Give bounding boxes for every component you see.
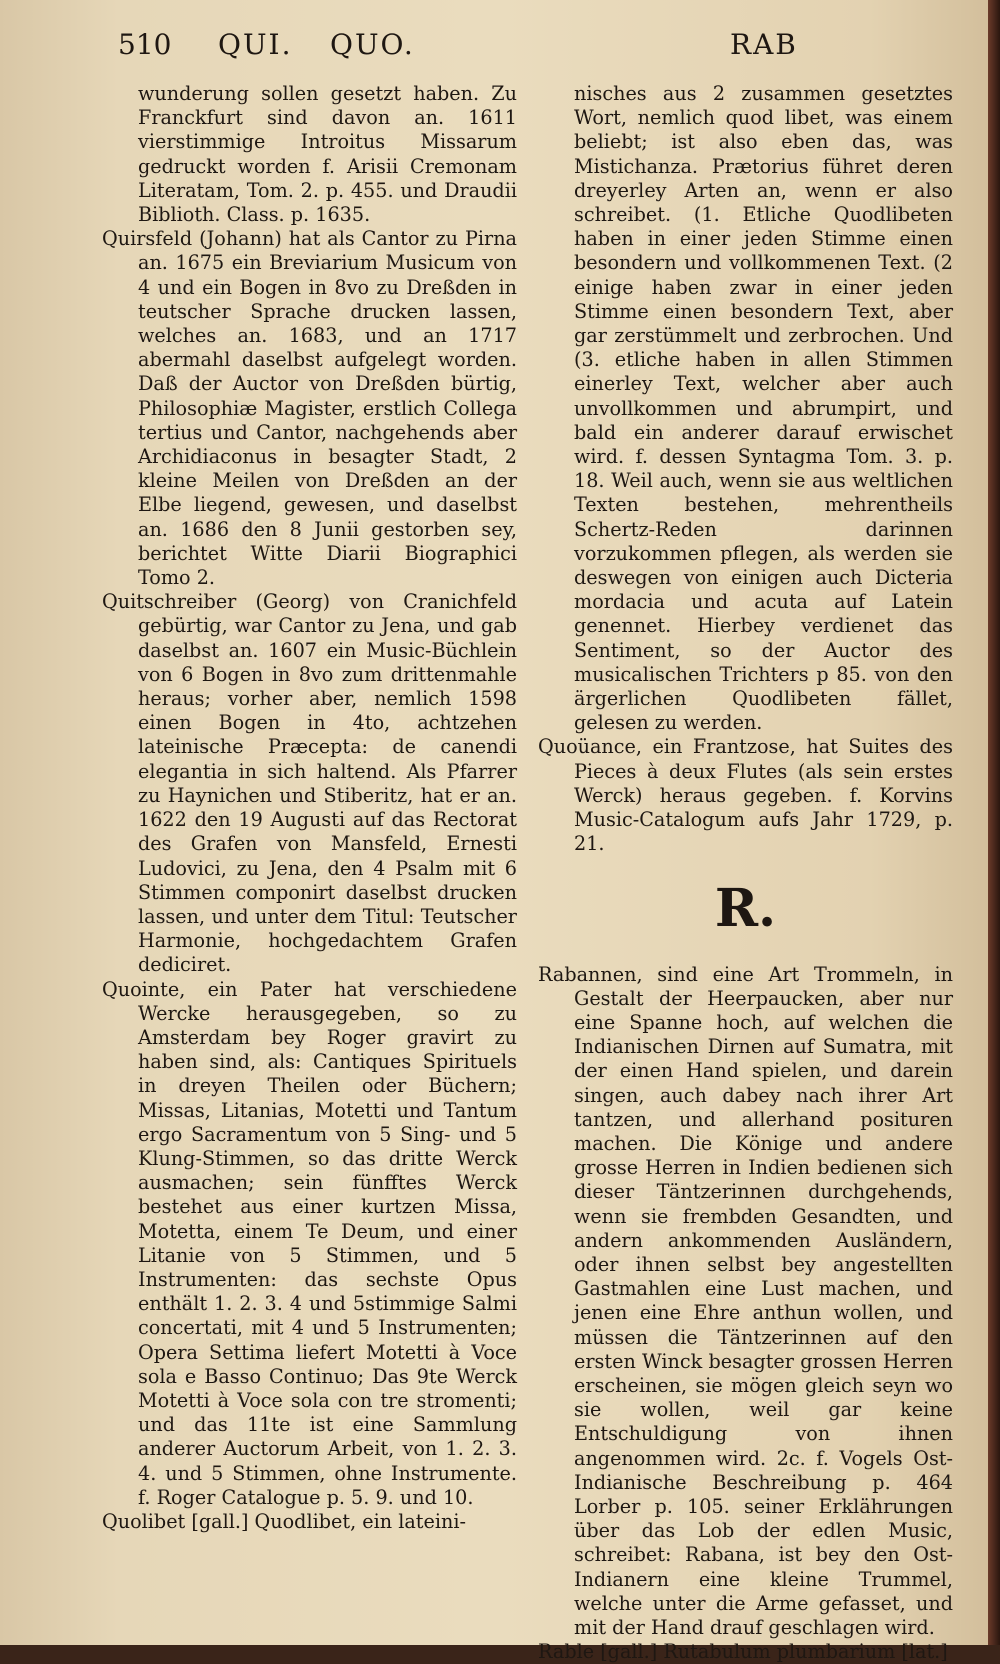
entry-quouance: Quoüance, ein Frantzose, hat Suites des Pieces à deux Flutes (als sein erstes Werck) heraus gegeben. f. Korvins Music-Catalogum aufs Jahr 1729, p. 21. [538,735,953,856]
right-catchword: RAB [730,28,798,61]
book-edge [988,0,1000,1645]
entry-quitschreiber: Quitschreiber (Georg) von Cranichfeld gebürtig, war Cantor zu Jena, und gab daselbst an. 1607 ein Music-Büchlein von 6 Bogen in 8vo zum drittenmahle heraus; vorher aber, nemlich 1598 einen Bogen in 4to, achtzehen lateinische Præcepta: de canendi elegantia in sich haltend. Als Pfarrer zu Haynichen und Stiberitz, hat er an. 1622 den 19 Augusti auf das Rectorat des Grafen von Mansfeld, Ernesti Ludovici, zu Jena, den 4 Psalm mit 6 Stimmen componirt daselbst drucken lassen, und unter dem Titul: Teutscher Harmonie, hochgedachtem Grafen dediciret. [102,590,517,977]
middle-catchword: QUO. [330,28,415,61]
entry-quirsfeld: Quirsfeld (Johann) hat als Cantor zu Pirna an. 1675 ein Breviarium Musicum von 4 und ein Bogen in 8vo zu Dreßden in teutscher Sprache drucken lassen, welches an. 1683, und an 1717 abermahl daselbst aufgelegt worden. Daß der Auctor von Dreßden bürtig, Philosophiæ Magister, erstlich Collega tertius und Cantor, nachgehends aber Archidiaconus in besagter Stadt, 2 kleine Meilen von Dreßden an der Elbe liegend, gewesen, und daselbst an. 1686 den 8 Junii gestorben sey, berichtet Witte Diarii Biographici Tomo 2. [102,227,517,590]
left-column [102,82,517,1534]
running-header [0,28,988,68]
continuation-text: wunderung sollen gesetzt haben. Zu Franckfurt sind davon an. 1611 vierstimmige Introitus Missarum gedruckt worden f. Arisii Cremonam Literatam, Tom. 2. p. 455. und Draudii Biblioth. Class. p. 1635. [138,82,517,227]
right-column [538,82,953,1664]
entry-rable: Rable [gall.] Rutabulum plumbarium [lat.] [538,1640,948,1664]
entry-rabannen: Rabannen, sind eine Art Trommeln, in Gestalt der Heerpaucken, aber nur eine Spanne hoch, auf welchen die Indianischen Dirnen auf Sumatra, mit der einen Hand spielen, und darein singen, auch dabey nach ihrer Art tantzen, und allerhand posituren machen. Die Könige und andere grosse Herren in Indien bedienen sich dieser Täntzerinnen durchgehends, wenn sie frembden Gesandten, und andern ankommenden Ausländern, oder ihnen selbst bey angestellten Gastmahlen eine Lust machen, und jenen eine Ehre anthun wollen, und müssen die Täntzerinnen auf den ersten Winck besagter grossen Herren erscheinen, sie mögen gleich seyn wo sie wollen, weil gar keine Entschuldigung von ihnen angenommen wird. 2c. f. Vogels Ost-Indianische Beschreibung p. 464 Lorber p. 105. seiner Erklährungen über das Lob der edlen Music, schreibet: Rabana, ist bey den Ost-Indianern eine kleine Trummel, welche unter die Arme gefasset, und mit der Hand drauf geschlagen wird. [538,962,953,1639]
page-number: 510 [118,28,172,61]
left-catchword: QUI. [218,28,293,61]
continuation-text: nisches aus 2 zusammen gesetztes Wort, nemlich quod libet, was einem beliebt; ist also eben das, was Mistichanza. Prætorius führet deren dreyerley Arten an, wenn er also schreibet. (1. Etliche Quodlibeten haben in einer jeden Stimme einen besondern und vollkommenen Text. (2 einige haben zwar in einer jeden Stimme einen besondern Text, aber gar zerstümmelt und zerbrochen. Und (3. etliche haben in allen Stimmen einerley Text, welcher aber auch unvollkommen und abrumpirt, und bald ein anderer darauf erwischet wird. f. dessen Syntagma Tom. 3. p. 18. Weil auch, wenn sie aus weltlichen Texten bestehen, mehrentheils Schertz-Reden darinnen vorzukommen pflegen, als werden sie deswegen von einigen auch Dicteria mordacia und acuta auf Latein genennet. Hierbey verdienet das Sentiment, so der Auctor des musicalischen Trichters p 85. von den ärgerlichen Quodlibeten fället, gelesen zu werden. [574,82,953,735]
section-letter: R. [714,877,777,939]
entry-quolibet: Quolibet [gall.] Quodlibet, ein lateini- [102,1509,466,1533]
entry-quointe: Quointe, ein Pater hat verschiedene Wercke herausgegeben, so zu Amsterdam bey Roger gravirt zu haben sind, als: Cantiques Spirituels in dreyen Theilen oder Büchern; Missas, Litanias, Motetti und Tantum ergo Sacramentum von 5 Sing- und 5 Klung-Stimmen, so das dritte Werck ausmachen; sein fünfftes Werck bestehet aus einer kurtzen Missa, Motetta, einem Te Deum, und einer Litanie von 5 Stimmen, und 5 Instrumenten: das sechste Opus enthält 1. 2. 3. 4 und 5stimmige Salmi concertati, mit 4 und 5 Instrumenten; Opera Settima liefert Motetti à Voce sola e Basso Continuo; Das 9te Werck Motetti à Voce sola con tre stromenti; und das 11te ist eine Sammlung anderer Auctorum Arbeit, von 1. 2. 3. 4. und 5 Stimmen, ohne Instrumente. f. Roger Catalogue p. 5. 9. und 10. [102,977,517,1509]
